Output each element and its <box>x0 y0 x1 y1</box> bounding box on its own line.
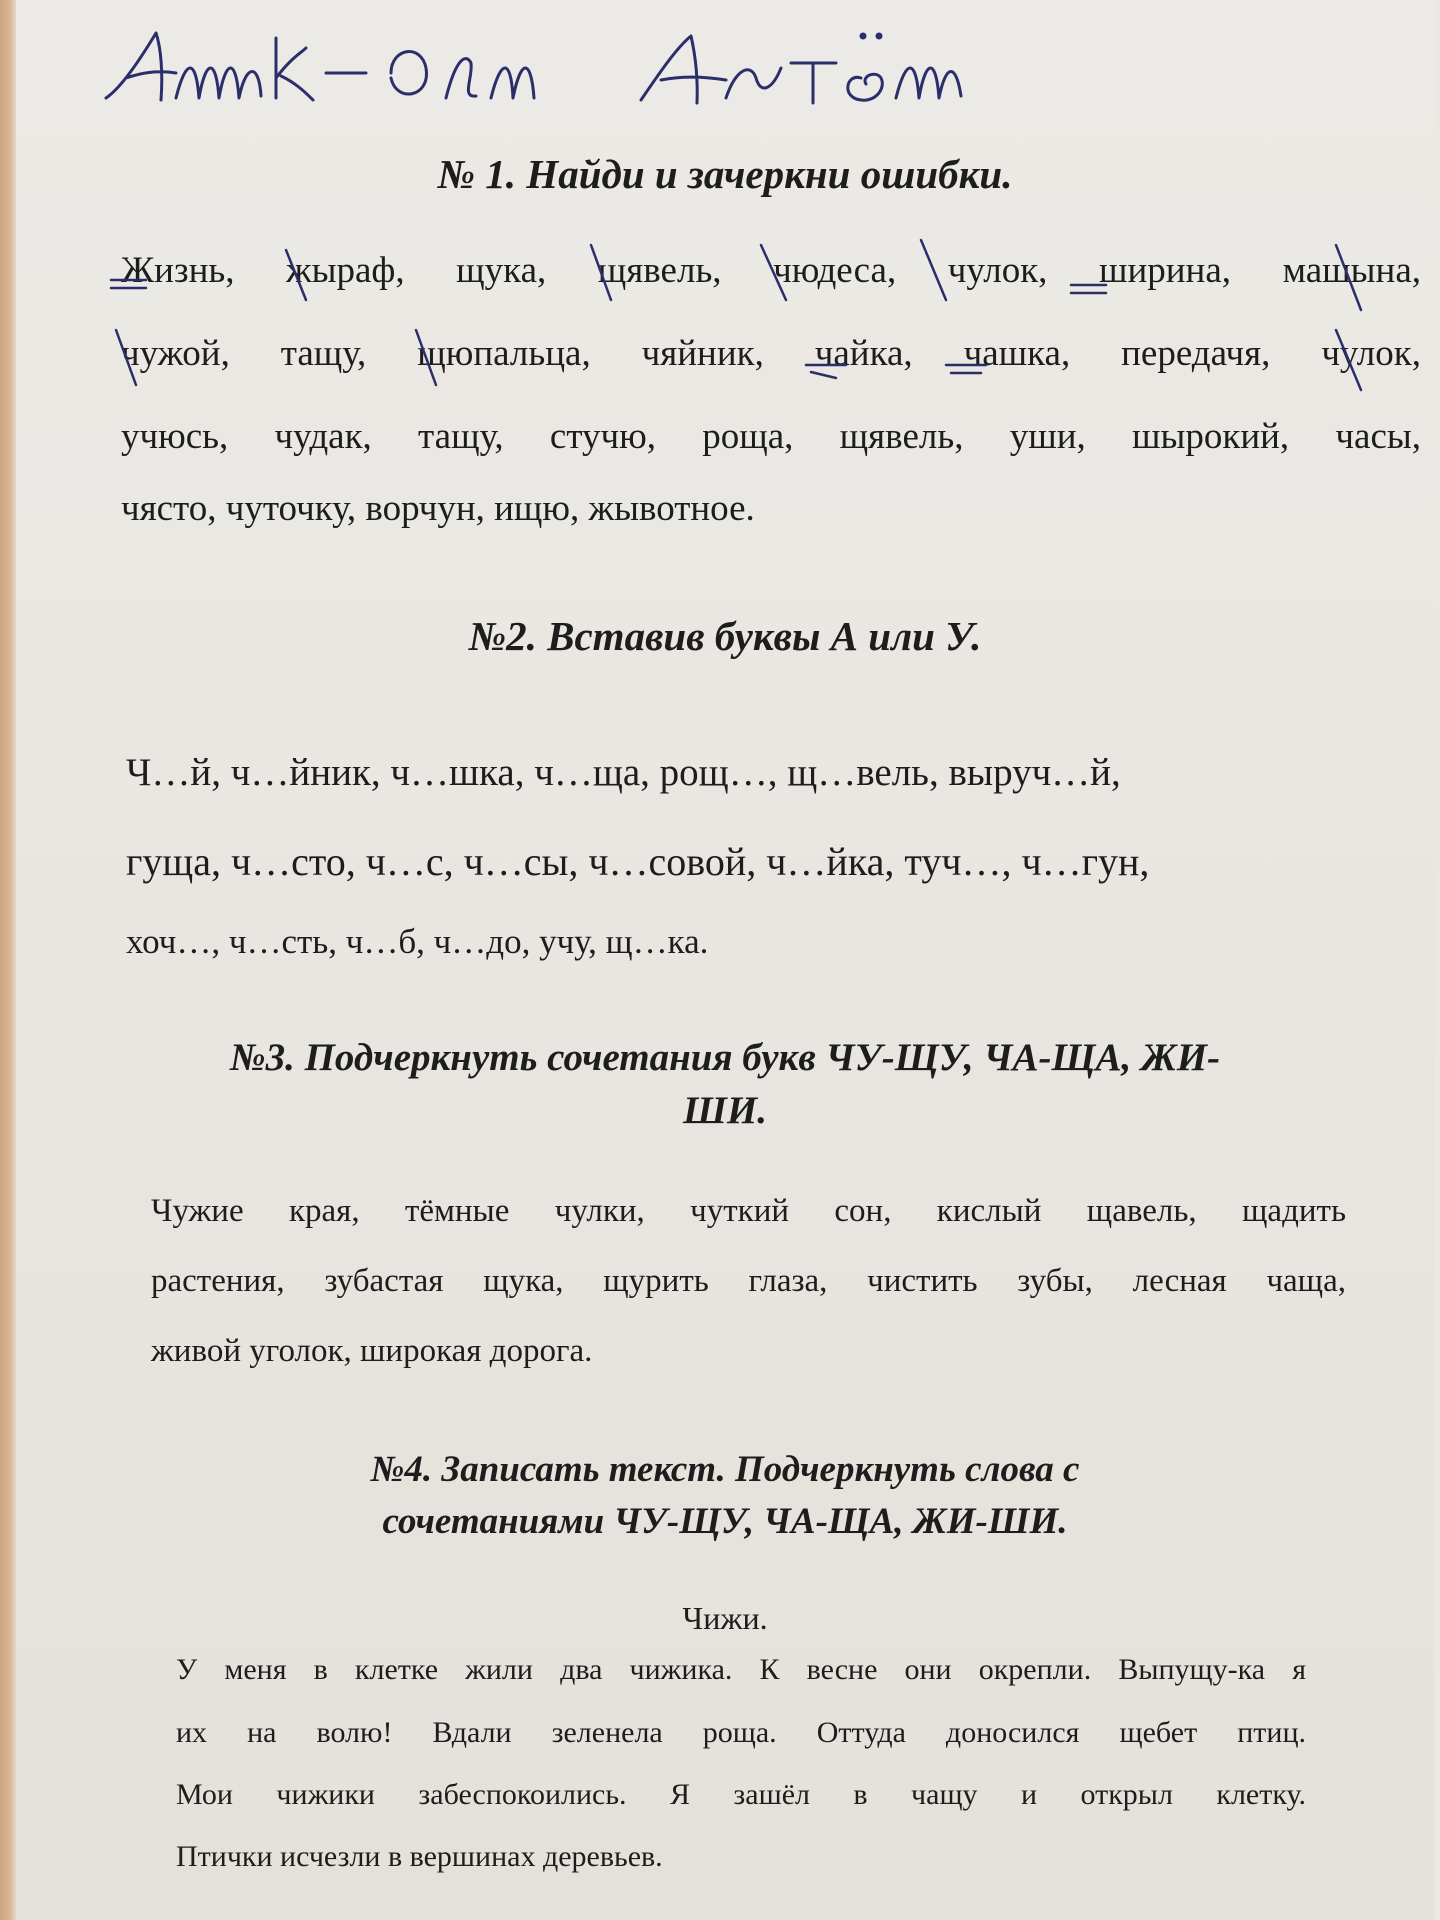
story-title: Чижи. <box>682 1600 768 1636</box>
worksheet-page <box>16 0 1434 1920</box>
handwritten-student-name <box>101 18 1131 128</box>
task3-line-1: Чужие края, тёмные чулки, чуткий сон, кислый щавель, щадить <box>151 1193 1346 1229</box>
story-line-3: Мои чижики забеспокоились. Я зашёл в чащу и открыл клетку. <box>176 1778 1306 1811</box>
task2-title: №2. Вставив буквы А или У. <box>468 613 982 659</box>
task3-title-line-2: ШИ. <box>683 1089 767 1132</box>
task1-line-2: чужой, тащу, щюпальца, чяйник, чайка, чашка, передачя, чулок, <box>121 333 1421 374</box>
task2-line-2: гуща, ч…сто, ч…с, ч…сы, ч…совой, ч…йка, туч…, ч…гун, <box>126 839 1150 884</box>
story-line-2: их на волю! Вдали зеленела роща. Оттуда доносился щебет птиц. <box>176 1716 1306 1749</box>
task1-title: № 1. Найди и зачеркни ошибки. <box>437 151 1013 197</box>
task1-line-3: учюсь, чудак, тащу, стучю, роща, щявель, уши, шырокий, часы, <box>121 416 1421 457</box>
task4-title-line-1: №4. Записать текст. Подчеркнуть слова с <box>370 1449 1080 1490</box>
task2-line-1: Ч…й, ч…йник, ч…шка, ч…ща, рощ…, щ…вель, выруч…й, <box>126 751 1121 794</box>
task1-line-1: Жизнь, жыраф, щука, щявель, чюдеса, чулок, ширина, машына, <box>121 250 1421 291</box>
handwritten-name-signature <box>101 18 1131 128</box>
task3-title-line-1: №3. Подчеркнуть сочетания букв ЧУ-ЩУ, ЧА-ЩА, ЖИ- <box>229 1036 1221 1079</box>
story-line-4: Птички исчезли в вершинах деревьев. <box>176 1840 663 1873</box>
task4-title-line-2: сочетаниями ЧУ-ЩУ, ЧА-ЩА, ЖИ-ШИ. <box>382 1501 1068 1542</box>
task1-line-4: чясто, чуточку, ворчун, ищю, жывотное. <box>121 488 755 529</box>
task2-line-3: хоч…, ч…сть, ч…б, ч…до, учу, щ…ка. <box>126 922 709 961</box>
task3-line-2: растения, зубастая щука, щурить глаза, чистить зубы, лесная чаща, <box>151 1263 1346 1299</box>
story-line-1: У меня в клетке жили два чижика. К весне они окрепли. Выпущу-ка я <box>176 1653 1306 1686</box>
task3-line-3: живой уголок, широкая дорога. <box>151 1333 593 1369</box>
